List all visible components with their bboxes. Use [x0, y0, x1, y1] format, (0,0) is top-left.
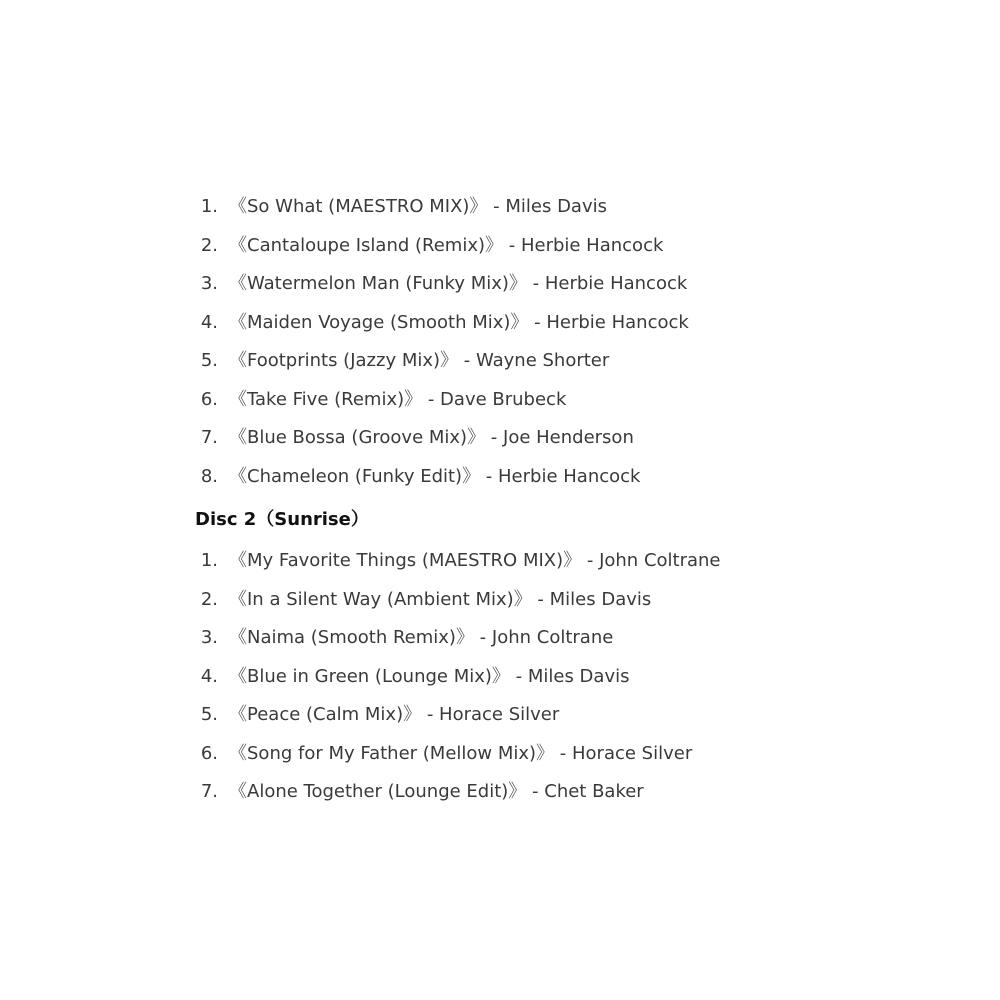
track-title: 《My Favorite Things (MAESTRO MIX)》 - John Coltrane: [229, 550, 721, 571]
track-item: [0, 188, 1000, 227]
track-title: 《Watermelon Man (Funky Mix)》 - Herbie Hancock: [229, 273, 688, 294]
track-number: 3.: [200, 273, 218, 294]
track-number: 2.: [200, 234, 218, 256]
track-item: [0, 581, 1000, 620]
track-number: 5.: [200, 704, 218, 725]
track-item: [0, 381, 1000, 420]
track-number: 7.: [200, 781, 218, 802]
track-title: 《Cantaloupe Island (Remix)》 - Herbie Hancock: [229, 234, 664, 256]
track-item: [0, 735, 1000, 774]
track-title: 《Take Five (Remix)》 - Dave Brubeck: [229, 388, 567, 410]
track-item: [0, 304, 1000, 343]
track-number: 3.: [200, 627, 218, 648]
track-number: 7.: [200, 427, 218, 448]
track-item: [0, 342, 1000, 381]
track-number: 8.: [200, 465, 218, 487]
track-number: 1.: [200, 550, 218, 571]
track-title: 《Peace (Calm Mix)》 - Horace Silver: [229, 704, 560, 725]
track-item: [0, 419, 1000, 458]
track-item: [0, 227, 1000, 266]
track-number: 1.: [200, 196, 218, 217]
tracklist-document: [0, 188, 1000, 812]
track-number: 4.: [200, 311, 218, 333]
track-number: 5.: [200, 350, 218, 371]
track-title: 《Blue Bossa (Groove Mix)》 - Joe Henderson: [229, 427, 634, 448]
track-item: [0, 619, 1000, 658]
track-number: 6.: [200, 388, 218, 410]
track-title: 《Alone Together (Lounge Edit)》 - Chet Baker: [229, 781, 644, 802]
track-title: 《Chameleon (Funky Edit)》 - Herbie Hancock: [229, 465, 641, 487]
track-title: 《Maiden Voyage (Smooth Mix)》 - Herbie Hancock: [229, 311, 689, 333]
track-item: [0, 658, 1000, 697]
track-title: 《Song for My Father (Mellow Mix)》 - Horace Silver: [229, 742, 693, 764]
track-item: [0, 458, 1000, 497]
disc1-track-list: [0, 188, 1000, 496]
track-title: 《So What (MAESTRO MIX)》 - Miles Davis: [229, 196, 607, 217]
track-item: [0, 773, 1000, 812]
disc2-track-list: [0, 542, 1000, 812]
disc2-heading: Disc 2（Sunrise）: [195, 509, 369, 530]
track-title: 《Naima (Smooth Remix)》 - John Coltrane: [229, 627, 614, 648]
track-title: 《In a Silent Way (Ambient Mix)》 - Miles Davis: [229, 588, 652, 610]
track-item: [0, 265, 1000, 304]
track-title: 《Blue in Green (Lounge Mix)》 - Miles Davis: [229, 665, 630, 687]
track-number: 6.: [200, 742, 218, 764]
track-title: 《Footprints (Jazzy Mix)》 - Wayne Shorter: [229, 350, 610, 371]
track-item: [0, 696, 1000, 735]
track-number: 4.: [200, 665, 218, 687]
track-number: 2.: [200, 588, 218, 610]
track-item: [0, 542, 1000, 581]
